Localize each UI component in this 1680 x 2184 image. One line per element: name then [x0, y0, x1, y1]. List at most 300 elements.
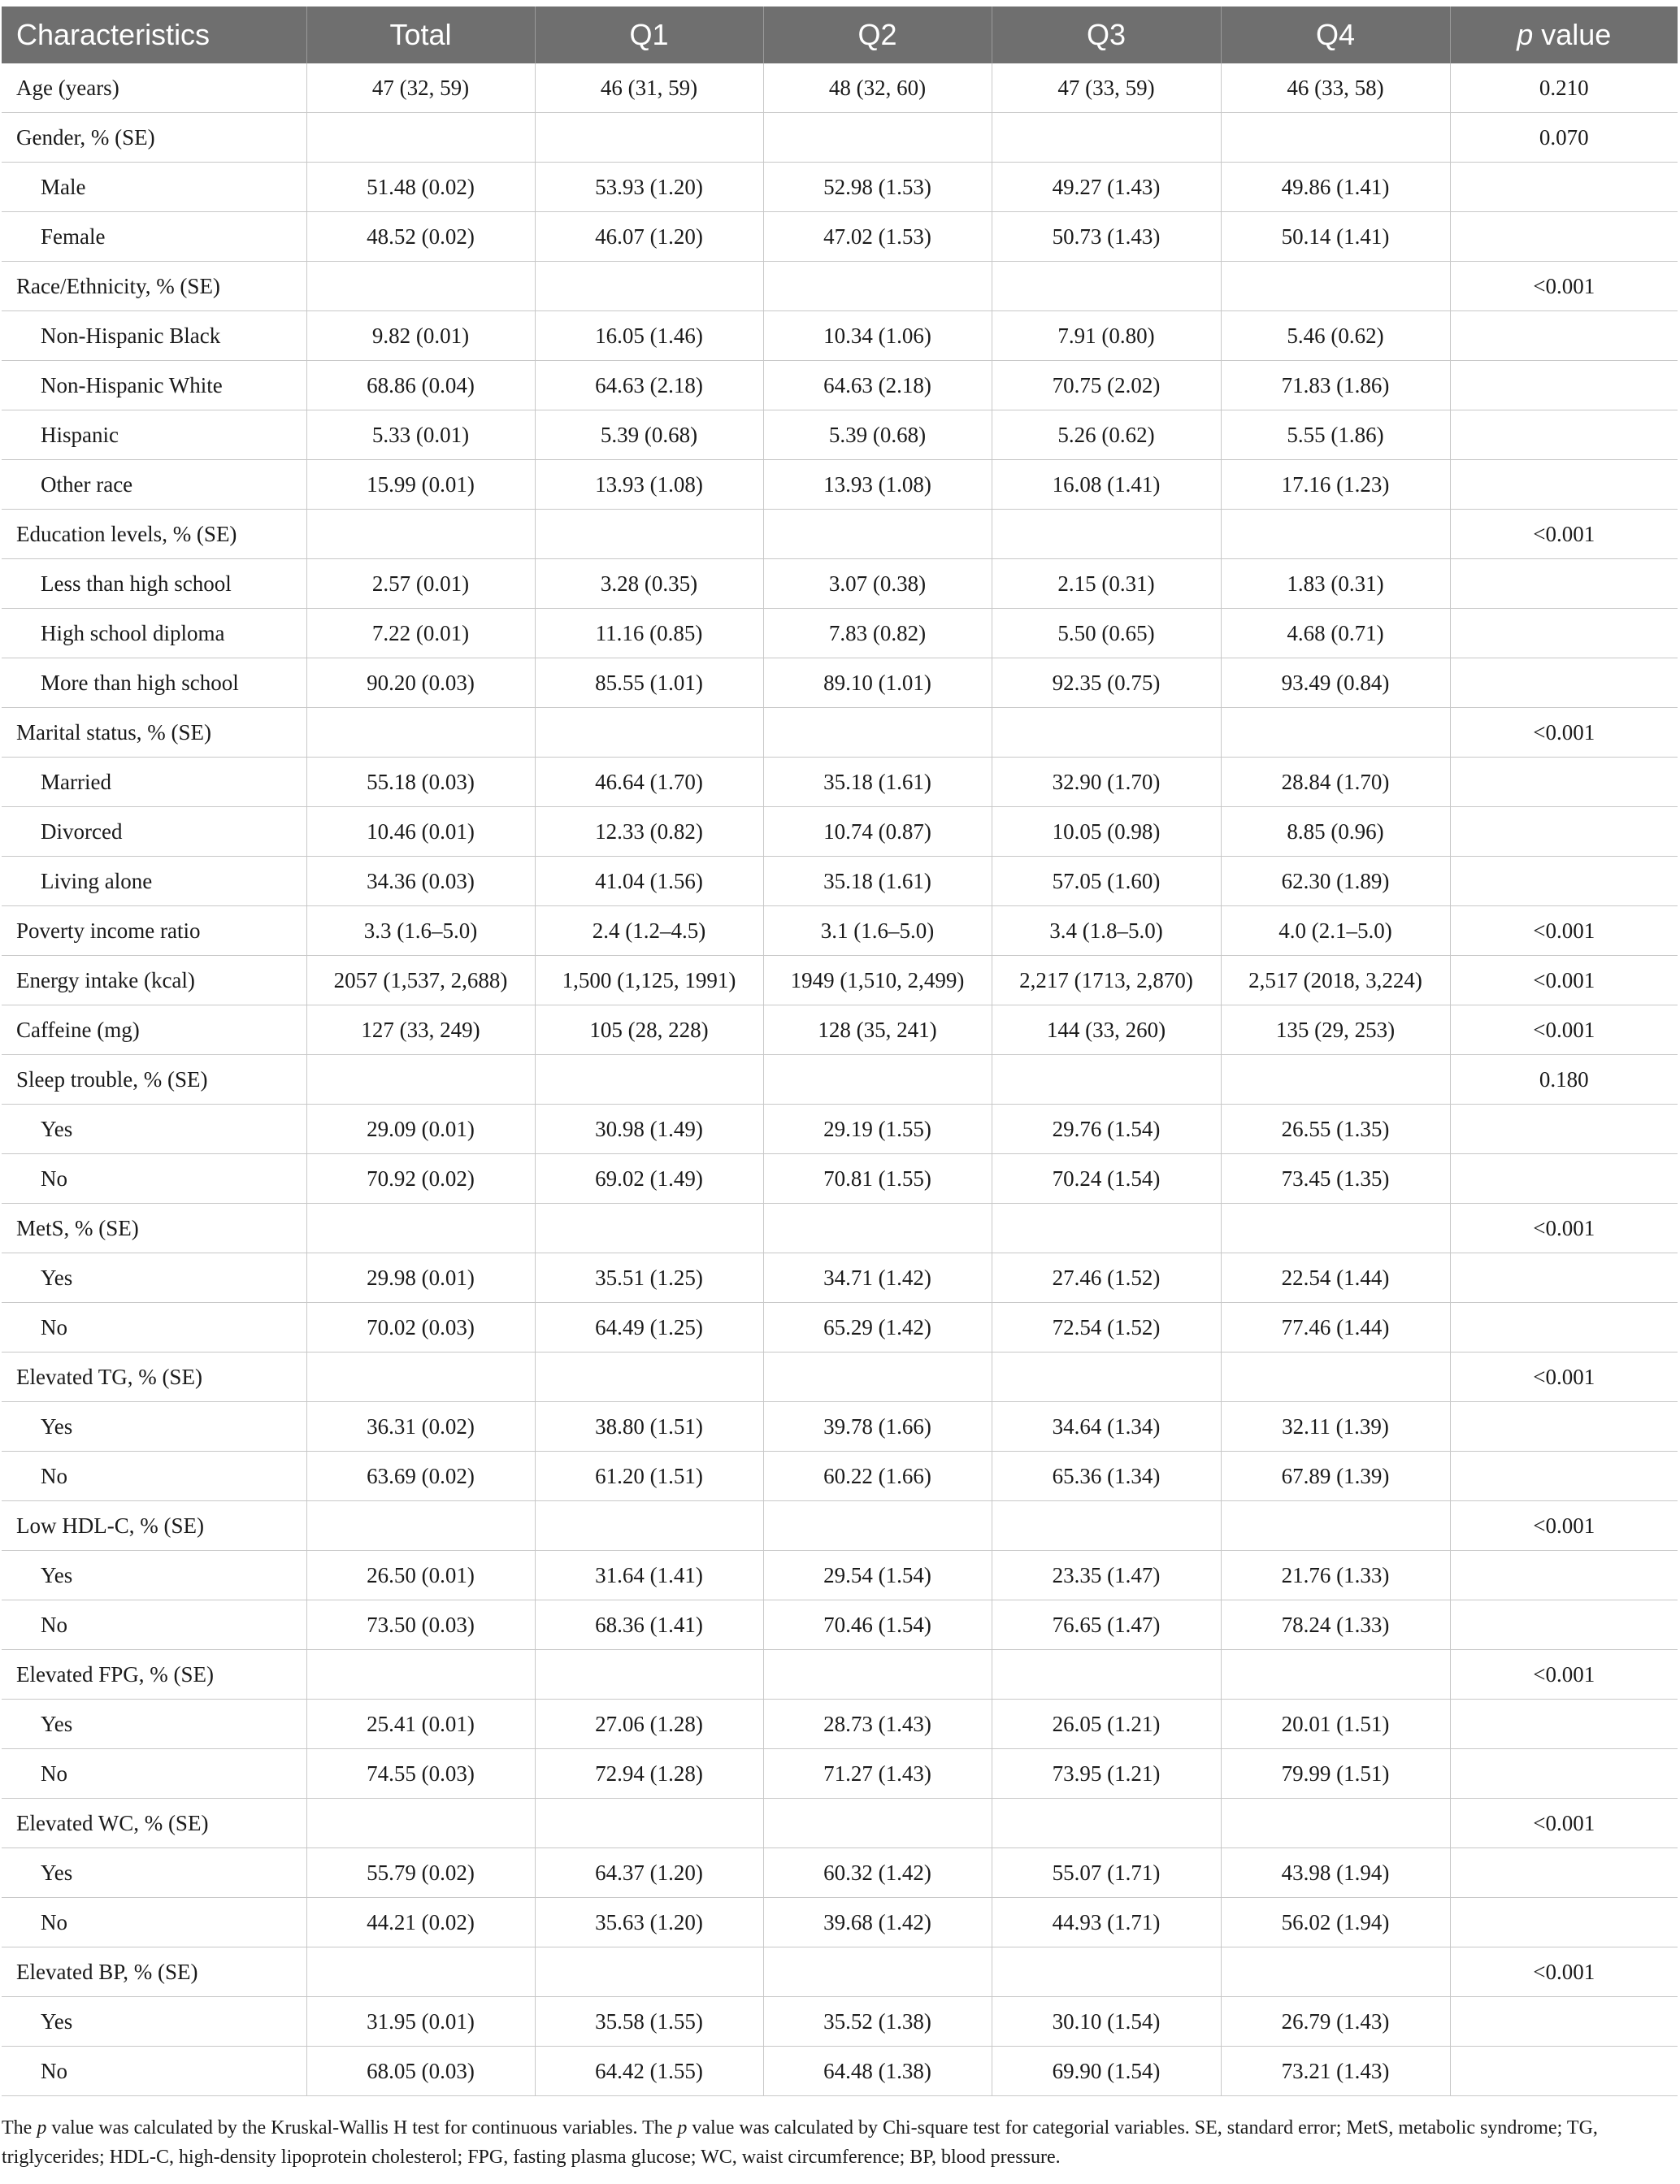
table-row — [2, 63, 1678, 113]
table-row — [2, 460, 1678, 510]
cell-p-value: 0.180 — [1450, 1055, 1678, 1105]
cell-q3: 5.50 (0.65) — [992, 609, 1221, 658]
cell-p-value — [1450, 1898, 1678, 1947]
row-label: Less than high school — [2, 559, 306, 609]
cell-total — [306, 1799, 535, 1848]
table-row — [2, 1600, 1678, 1650]
table-row — [2, 857, 1678, 906]
cell-q1: 11.16 (0.85) — [535, 609, 763, 658]
cell-q1 — [535, 262, 763, 311]
cell-q2: 5.39 (0.68) — [763, 410, 992, 460]
cell-q1: 35.63 (1.20) — [535, 1898, 763, 1947]
cell-q3: 55.07 (1.71) — [992, 1848, 1221, 1898]
cell-q2: 39.78 (1.66) — [763, 1402, 992, 1452]
row-label: Yes — [2, 1551, 306, 1600]
cell-total: 73.50 (0.03) — [306, 1600, 535, 1650]
cell-q1: 64.37 (1.20) — [535, 1848, 763, 1898]
cell-q3: 3.4 (1.8–5.0) — [992, 906, 1221, 956]
cell-q1: 46.64 (1.70) — [535, 758, 763, 807]
cell-q2 — [763, 708, 992, 758]
cell-q3: 10.05 (0.98) — [992, 807, 1221, 857]
row-label: Race/Ethnicity, % (SE) — [2, 262, 306, 311]
cell-p-value — [1450, 460, 1678, 510]
cell-total: 44.21 (0.02) — [306, 1898, 535, 1947]
cell-q1: 64.63 (2.18) — [535, 361, 763, 410]
row-label: Elevated WC, % (SE) — [2, 1799, 306, 1848]
cell-q2: 28.73 (1.43) — [763, 1700, 992, 1749]
cell-total: 34.36 (0.03) — [306, 857, 535, 906]
header-q3: Q3 — [992, 7, 1221, 63]
cell-q4: 5.46 (0.62) — [1221, 311, 1450, 361]
row-label: Yes — [2, 1997, 306, 2047]
cell-q4: 50.14 (1.41) — [1221, 212, 1450, 262]
cell-q4 — [1221, 1947, 1450, 1997]
cell-q2 — [763, 1947, 992, 1997]
cell-q1: 12.33 (0.82) — [535, 807, 763, 857]
header-total: Total — [306, 7, 535, 63]
cell-q1: 85.55 (1.01) — [535, 658, 763, 708]
cell-q1 — [535, 113, 763, 163]
cell-q3: 73.95 (1.21) — [992, 1749, 1221, 1799]
cell-total: 70.92 (0.02) — [306, 1154, 535, 1204]
cell-p-value — [1450, 163, 1678, 212]
header-q1: Q1 — [535, 7, 763, 63]
cell-total: 47 (32, 59) — [306, 63, 535, 113]
cell-q2 — [763, 1055, 992, 1105]
cell-q2 — [763, 113, 992, 163]
cell-q2: 1949 (1,510, 2,499) — [763, 956, 992, 1005]
row-label: Married — [2, 758, 306, 807]
cell-q3 — [992, 1799, 1221, 1848]
table-row — [2, 708, 1678, 758]
cell-q3: 32.90 (1.70) — [992, 758, 1221, 807]
cell-q4: 28.84 (1.70) — [1221, 758, 1450, 807]
cell-q3 — [992, 708, 1221, 758]
table-row — [2, 1799, 1678, 1848]
cell-p-value — [1450, 1105, 1678, 1154]
cell-q3 — [992, 1947, 1221, 1997]
cell-p-value — [1450, 559, 1678, 609]
table-row — [2, 212, 1678, 262]
cell-q1: 61.20 (1.51) — [535, 1452, 763, 1501]
cell-q3: 49.27 (1.43) — [992, 163, 1221, 212]
cell-q1: 13.93 (1.08) — [535, 460, 763, 510]
cell-total: 5.33 (0.01) — [306, 410, 535, 460]
cell-q4: 22.54 (1.44) — [1221, 1253, 1450, 1303]
table-row — [2, 1154, 1678, 1204]
cell-p-value: 0.070 — [1450, 113, 1678, 163]
cell-total: 3.3 (1.6–5.0) — [306, 906, 535, 956]
cell-p-value — [1450, 1700, 1678, 1749]
cell-q1 — [535, 1799, 763, 1848]
cell-q4: 67.89 (1.39) — [1221, 1452, 1450, 1501]
cell-q1 — [535, 1501, 763, 1551]
row-label: Non-Hispanic White — [2, 361, 306, 410]
cell-q4: 5.55 (1.86) — [1221, 410, 1450, 460]
cell-p-value: <0.001 — [1450, 1005, 1678, 1055]
cell-q4: 135 (29, 253) — [1221, 1005, 1450, 1055]
header-p-value — [1450, 7, 1678, 63]
cell-q3: 2,217 (1713, 2,870) — [992, 956, 1221, 1005]
cell-total: 68.86 (0.04) — [306, 361, 535, 410]
cell-total: 25.41 (0.01) — [306, 1700, 535, 1749]
cell-total — [306, 708, 535, 758]
row-label: Yes — [2, 1253, 306, 1303]
cell-total: 10.46 (0.01) — [306, 807, 535, 857]
cell-q2: 35.52 (1.38) — [763, 1997, 992, 2047]
cell-q4: 73.21 (1.43) — [1221, 2047, 1450, 2096]
table-row — [2, 1898, 1678, 1947]
cell-q2: 39.68 (1.42) — [763, 1898, 992, 1947]
row-label: Living alone — [2, 857, 306, 906]
table-row — [2, 1848, 1678, 1898]
cell-p-value — [1450, 758, 1678, 807]
table-row — [2, 1700, 1678, 1749]
cell-q1: 105 (28, 228) — [535, 1005, 763, 1055]
cell-q3: 50.73 (1.43) — [992, 212, 1221, 262]
cell-total: 29.98 (0.01) — [306, 1253, 535, 1303]
row-label: Male — [2, 163, 306, 212]
cell-q2: 29.54 (1.54) — [763, 1551, 992, 1600]
row-label: Low HDL-C, % (SE) — [2, 1501, 306, 1551]
cell-q4 — [1221, 1650, 1450, 1700]
row-label: Yes — [2, 1402, 306, 1452]
cell-p-value — [1450, 658, 1678, 708]
cell-total: 55.18 (0.03) — [306, 758, 535, 807]
row-label: No — [2, 1303, 306, 1353]
cell-p-value — [1450, 807, 1678, 857]
row-label: No — [2, 1749, 306, 1799]
cell-q4: 43.98 (1.94) — [1221, 1848, 1450, 1898]
row-label: Age (years) — [2, 63, 306, 113]
cell-q3 — [992, 1650, 1221, 1700]
cell-p-value — [1450, 857, 1678, 906]
table-header — [2, 7, 1678, 63]
cell-q1: 16.05 (1.46) — [535, 311, 763, 361]
cell-q3: 144 (33, 260) — [992, 1005, 1221, 1055]
cell-q4: 32.11 (1.39) — [1221, 1402, 1450, 1452]
cell-total: 29.09 (0.01) — [306, 1105, 535, 1154]
cell-total — [306, 1353, 535, 1402]
cell-q1 — [535, 1055, 763, 1105]
row-label: No — [2, 2047, 306, 2096]
table-row — [2, 906, 1678, 956]
cell-q3: 76.65 (1.47) — [992, 1600, 1221, 1650]
cell-q4: 4.0 (2.1–5.0) — [1221, 906, 1450, 956]
cell-q4: 93.49 (0.84) — [1221, 658, 1450, 708]
table-row — [2, 1303, 1678, 1353]
table-row — [2, 1253, 1678, 1303]
cell-q2: 70.46 (1.54) — [763, 1600, 992, 1650]
cell-q2: 3.1 (1.6–5.0) — [763, 906, 992, 956]
cell-q3: 34.64 (1.34) — [992, 1402, 1221, 1452]
row-label: Poverty income ratio — [2, 906, 306, 956]
table-body — [2, 63, 1678, 2096]
table-row — [2, 113, 1678, 163]
cell-total — [306, 1055, 535, 1105]
table-row — [2, 658, 1678, 708]
cell-q3: 70.75 (2.02) — [992, 361, 1221, 410]
table-row — [2, 1204, 1678, 1253]
cell-q4: 26.55 (1.35) — [1221, 1105, 1450, 1154]
cell-q2: 60.32 (1.42) — [763, 1848, 992, 1898]
row-label: Elevated TG, % (SE) — [2, 1353, 306, 1402]
row-label: Other race — [2, 460, 306, 510]
table-row — [2, 1749, 1678, 1799]
cell-q2: 60.22 (1.66) — [763, 1452, 992, 1501]
cell-q4: 20.01 (1.51) — [1221, 1700, 1450, 1749]
row-label: More than high school — [2, 658, 306, 708]
cell-q2: 48 (32, 60) — [763, 63, 992, 113]
cell-q2: 71.27 (1.43) — [763, 1749, 992, 1799]
cell-total — [306, 1501, 535, 1551]
cell-q4: 21.76 (1.33) — [1221, 1551, 1450, 1600]
cell-q2: 35.18 (1.61) — [763, 857, 992, 906]
cell-q2: 64.63 (2.18) — [763, 361, 992, 410]
cell-q4 — [1221, 262, 1450, 311]
table-row — [2, 559, 1678, 609]
cell-q2: 29.19 (1.55) — [763, 1105, 992, 1154]
cell-q1: 30.98 (1.49) — [535, 1105, 763, 1154]
footnote-p-italic-1: p — [37, 2117, 47, 2138]
table-row — [2, 956, 1678, 1005]
cell-q1: 3.28 (0.35) — [535, 559, 763, 609]
cell-q4 — [1221, 113, 1450, 163]
table-row — [2, 1452, 1678, 1501]
cell-q1: 46 (31, 59) — [535, 63, 763, 113]
row-label: Yes — [2, 1105, 306, 1154]
table-row — [2, 163, 1678, 212]
cell-q1 — [535, 1650, 763, 1700]
table-row — [2, 1105, 1678, 1154]
table-row — [2, 758, 1678, 807]
cell-q3: 65.36 (1.34) — [992, 1452, 1221, 1501]
cell-q1: 38.80 (1.51) — [535, 1402, 763, 1452]
cell-total: 36.31 (0.02) — [306, 1402, 535, 1452]
cell-p-value — [1450, 1452, 1678, 1501]
cell-q4 — [1221, 510, 1450, 559]
cell-q4 — [1221, 1055, 1450, 1105]
cell-q4: 56.02 (1.94) — [1221, 1898, 1450, 1947]
cell-q4: 73.45 (1.35) — [1221, 1154, 1450, 1204]
cell-q1: 41.04 (1.56) — [535, 857, 763, 906]
cell-q3: 92.35 (0.75) — [992, 658, 1221, 708]
cell-q4: 8.85 (0.96) — [1221, 807, 1450, 857]
cell-q1: 35.51 (1.25) — [535, 1253, 763, 1303]
cell-q1: 64.42 (1.55) — [535, 2047, 763, 2096]
cell-p-value — [1450, 1551, 1678, 1600]
row-label: Caffeine (mg) — [2, 1005, 306, 1055]
cell-q4 — [1221, 1501, 1450, 1551]
cell-q1: 35.58 (1.55) — [535, 1997, 763, 2047]
cell-p-value: <0.001 — [1450, 1799, 1678, 1848]
table-row — [2, 807, 1678, 857]
cell-q3: 47 (33, 59) — [992, 63, 1221, 113]
cell-total: 90.20 (0.03) — [306, 658, 535, 708]
cell-p-value: 0.210 — [1450, 63, 1678, 113]
header-q4: Q4 — [1221, 7, 1450, 63]
footnote-p-italic-2: p — [677, 2117, 688, 2138]
footnote-text-2: value was calculated by the Kruskal-Wallis H test for continuous variables. The — [46, 2117, 678, 2138]
cell-q3: 16.08 (1.41) — [992, 460, 1221, 510]
cell-q4: 49.86 (1.41) — [1221, 163, 1450, 212]
cell-q4: 2,517 (2018, 3,224) — [1221, 956, 1450, 1005]
row-label: Non-Hispanic Black — [2, 311, 306, 361]
cell-q1 — [535, 1947, 763, 1997]
table-row — [2, 510, 1678, 559]
cell-q4: 4.68 (0.71) — [1221, 609, 1450, 658]
table-footnote — [2, 2113, 1674, 2172]
cell-total — [306, 510, 535, 559]
cell-q3 — [992, 1055, 1221, 1105]
cell-total — [306, 1947, 535, 1997]
cell-q4 — [1221, 1799, 1450, 1848]
cell-q3: 69.90 (1.54) — [992, 2047, 1221, 2096]
cell-total: 2.57 (0.01) — [306, 559, 535, 609]
cell-q2: 3.07 (0.38) — [763, 559, 992, 609]
cell-q2 — [763, 1501, 992, 1551]
cell-q2: 35.18 (1.61) — [763, 758, 992, 807]
footnote-text-3: value was calculated by Chi-square test for categorial variables. SE, standard error; MetS, metabolic syndrome; TG, triglycerides; HDL-C, high-density lipoprotein cholesterol; FPG, fasting plasma glucose; WC, waist circumference; BP, blood pressure. — [2, 2117, 1598, 2168]
header-row — [2, 7, 1678, 63]
row-label: No — [2, 1154, 306, 1204]
cell-q3: 26.05 (1.21) — [992, 1700, 1221, 1749]
cell-total — [306, 262, 535, 311]
cell-total: 74.55 (0.03) — [306, 1749, 535, 1799]
cell-p-value: <0.001 — [1450, 1947, 1678, 1997]
table-row — [2, 410, 1678, 460]
cell-p-value — [1450, 1848, 1678, 1898]
footnote-text-1: The — [2, 2117, 37, 2138]
cell-p-value: <0.001 — [1450, 906, 1678, 956]
cell-p-value: <0.001 — [1450, 510, 1678, 559]
cell-q3: 7.91 (0.80) — [992, 311, 1221, 361]
table-row — [2, 361, 1678, 410]
cell-q3: 23.35 (1.47) — [992, 1551, 1221, 1600]
cell-q3: 29.76 (1.54) — [992, 1105, 1221, 1154]
cell-total: 31.95 (0.01) — [306, 1997, 535, 2047]
row-label: Female — [2, 212, 306, 262]
cell-p-value: <0.001 — [1450, 1204, 1678, 1253]
cell-q4: 26.79 (1.43) — [1221, 1997, 1450, 2047]
cell-p-value: <0.001 — [1450, 262, 1678, 311]
cell-q1 — [535, 510, 763, 559]
cell-q4: 46 (33, 58) — [1221, 63, 1450, 113]
cell-p-value — [1450, 410, 1678, 460]
cell-q1: 69.02 (1.49) — [535, 1154, 763, 1204]
cell-q4: 79.99 (1.51) — [1221, 1749, 1450, 1799]
row-label: Hispanic — [2, 410, 306, 460]
cell-total: 68.05 (0.03) — [306, 2047, 535, 2096]
cell-q2: 65.29 (1.42) — [763, 1303, 992, 1353]
row-label: Elevated FPG, % (SE) — [2, 1650, 306, 1700]
table-row — [2, 2047, 1678, 2096]
cell-q3 — [992, 510, 1221, 559]
cell-q2: 47.02 (1.53) — [763, 212, 992, 262]
cell-q1: 2.4 (1.2–4.5) — [535, 906, 763, 956]
row-label: Education levels, % (SE) — [2, 510, 306, 559]
cell-q4: 78.24 (1.33) — [1221, 1600, 1450, 1650]
cell-q1 — [535, 1204, 763, 1253]
cell-q2: 7.83 (0.82) — [763, 609, 992, 658]
cell-total — [306, 113, 535, 163]
cell-q3: 30.10 (1.54) — [992, 1997, 1221, 2047]
row-label: Gender, % (SE) — [2, 113, 306, 163]
cell-q3 — [992, 113, 1221, 163]
cell-q4 — [1221, 708, 1450, 758]
cell-q1: 46.07 (1.20) — [535, 212, 763, 262]
cell-q2 — [763, 1799, 992, 1848]
cell-q2 — [763, 1353, 992, 1402]
cell-q3 — [992, 1353, 1221, 1402]
row-label: Divorced — [2, 807, 306, 857]
cell-total: 7.22 (0.01) — [306, 609, 535, 658]
cell-q3 — [992, 262, 1221, 311]
header-p-rest: value — [1533, 18, 1612, 51]
cell-q1: 27.06 (1.28) — [535, 1700, 763, 1749]
cell-p-value — [1450, 1997, 1678, 2047]
cell-q3: 2.15 (0.31) — [992, 559, 1221, 609]
cell-q1: 1,500 (1,125, 1991) — [535, 956, 763, 1005]
cell-p-value — [1450, 1303, 1678, 1353]
cell-total: 48.52 (0.02) — [306, 212, 535, 262]
cell-q3: 44.93 (1.71) — [992, 1898, 1221, 1947]
cell-q1: 53.93 (1.20) — [535, 163, 763, 212]
cell-q1: 31.64 (1.41) — [535, 1551, 763, 1600]
cell-p-value — [1450, 1749, 1678, 1799]
cell-q3: 70.24 (1.54) — [992, 1154, 1221, 1204]
row-label: No — [2, 1452, 306, 1501]
table-row — [2, 1005, 1678, 1055]
cell-q4 — [1221, 1204, 1450, 1253]
cell-q2: 34.71 (1.42) — [763, 1253, 992, 1303]
row-label: High school diploma — [2, 609, 306, 658]
row-label: Sleep trouble, % (SE) — [2, 1055, 306, 1105]
cell-q2 — [763, 262, 992, 311]
cell-total: 9.82 (0.01) — [306, 311, 535, 361]
row-label: Elevated BP, % (SE) — [2, 1947, 306, 1997]
cell-q3 — [992, 1501, 1221, 1551]
cell-q4: 17.16 (1.23) — [1221, 460, 1450, 510]
table-row — [2, 1650, 1678, 1700]
cell-q4: 77.46 (1.44) — [1221, 1303, 1450, 1353]
row-label: MetS, % (SE) — [2, 1204, 306, 1253]
cell-p-value — [1450, 2047, 1678, 2096]
cell-q4: 62.30 (1.89) — [1221, 857, 1450, 906]
cell-q1: 5.39 (0.68) — [535, 410, 763, 460]
cell-p-value — [1450, 1253, 1678, 1303]
cell-q1: 72.94 (1.28) — [535, 1749, 763, 1799]
cell-q3: 57.05 (1.60) — [992, 857, 1221, 906]
header-characteristics: Characteristics — [2, 7, 306, 63]
row-label: No — [2, 1600, 306, 1650]
cell-p-value — [1450, 1402, 1678, 1452]
table-row — [2, 609, 1678, 658]
cell-p-value — [1450, 212, 1678, 262]
table-row — [2, 311, 1678, 361]
cell-q3: 27.46 (1.52) — [992, 1253, 1221, 1303]
cell-total: 2057 (1,537, 2,688) — [306, 956, 535, 1005]
cell-total: 70.02 (0.03) — [306, 1303, 535, 1353]
cell-q1: 68.36 (1.41) — [535, 1600, 763, 1650]
cell-q3 — [992, 1204, 1221, 1253]
cell-q4 — [1221, 1353, 1450, 1402]
cell-p-value — [1450, 311, 1678, 361]
cell-total — [306, 1204, 535, 1253]
table-row — [2, 1997, 1678, 2047]
table-row — [2, 1947, 1678, 1997]
cell-q2: 89.10 (1.01) — [763, 658, 992, 708]
